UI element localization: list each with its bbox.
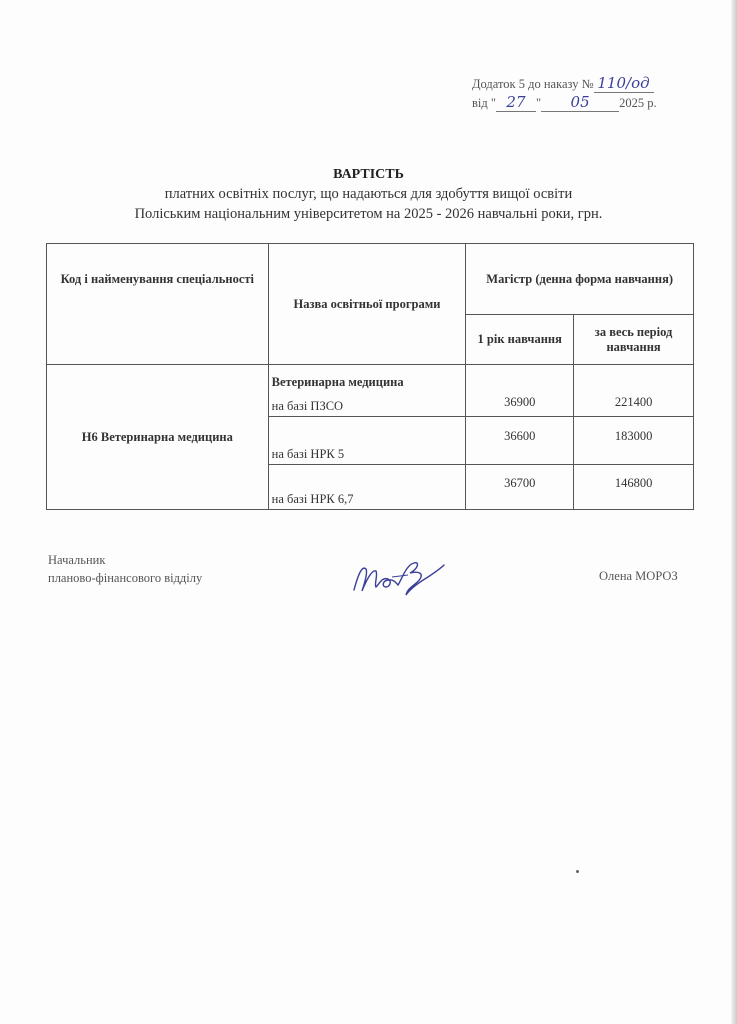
date-day: 27 bbox=[496, 93, 536, 112]
program-cell bbox=[268, 365, 466, 417]
document-subtitle-2: Поліським національним університетом на 2025 - 2026 навчальні роки, грн. bbox=[134, 206, 603, 222]
basis-label: на базі ПЗСО bbox=[271, 399, 344, 413]
document-subtitle-1: платних освітніх послуг, що надаються для здобуття вищої освіти bbox=[164, 186, 573, 202]
signature-image bbox=[348, 555, 448, 600]
position-line-2: планово-фінансового відділу bbox=[48, 571, 203, 585]
year1-value: 36600 bbox=[466, 417, 574, 465]
appendix-line-2 bbox=[472, 93, 657, 112]
total-value: 221400 bbox=[574, 365, 694, 417]
date-prefix: від " bbox=[472, 96, 496, 110]
appendix-label: Додаток 5 до наказу № bbox=[472, 77, 594, 91]
position-line-1: Начальник bbox=[48, 553, 106, 567]
header-program: Назва освітньої програми bbox=[268, 244, 466, 365]
table-row bbox=[47, 365, 694, 417]
header-year1: 1 рік навчання bbox=[466, 315, 574, 365]
header-specialty: Код і найменування спеціальності bbox=[47, 244, 269, 365]
date-year: 2025 р. bbox=[619, 96, 657, 110]
appendix-reference bbox=[472, 74, 657, 112]
header-total: за весь період навчання bbox=[574, 315, 694, 365]
tuition-table bbox=[46, 243, 694, 510]
date-quote: " bbox=[535, 96, 542, 110]
header-master: Магістр (денна форма навчання) bbox=[466, 244, 694, 315]
year1-value: 36700 bbox=[466, 465, 574, 510]
total-value: 146800 bbox=[574, 465, 694, 510]
program-name: Ветеринарна медицина bbox=[271, 375, 404, 389]
appendix-line-1 bbox=[472, 74, 657, 93]
order-number: 110/од bbox=[594, 74, 654, 93]
total-value: 183000 bbox=[574, 417, 694, 465]
basis-label: на базі НРК 5 bbox=[268, 417, 466, 465]
scan-edge bbox=[731, 0, 737, 1024]
signatory-name: Олена МОРОЗ bbox=[599, 569, 678, 583]
table-header-row-1 bbox=[47, 244, 694, 315]
year1-value: 36900 bbox=[466, 365, 574, 417]
specialty-cell: H6 Ветеринарна медицина bbox=[47, 365, 269, 510]
basis-label: на базі НРК 6,7 bbox=[268, 465, 466, 510]
signatory-position bbox=[48, 551, 202, 587]
scan-speck bbox=[576, 870, 579, 873]
document-title: ВАРТІСТЬ bbox=[333, 167, 404, 182]
date-month: 05 bbox=[541, 93, 619, 112]
